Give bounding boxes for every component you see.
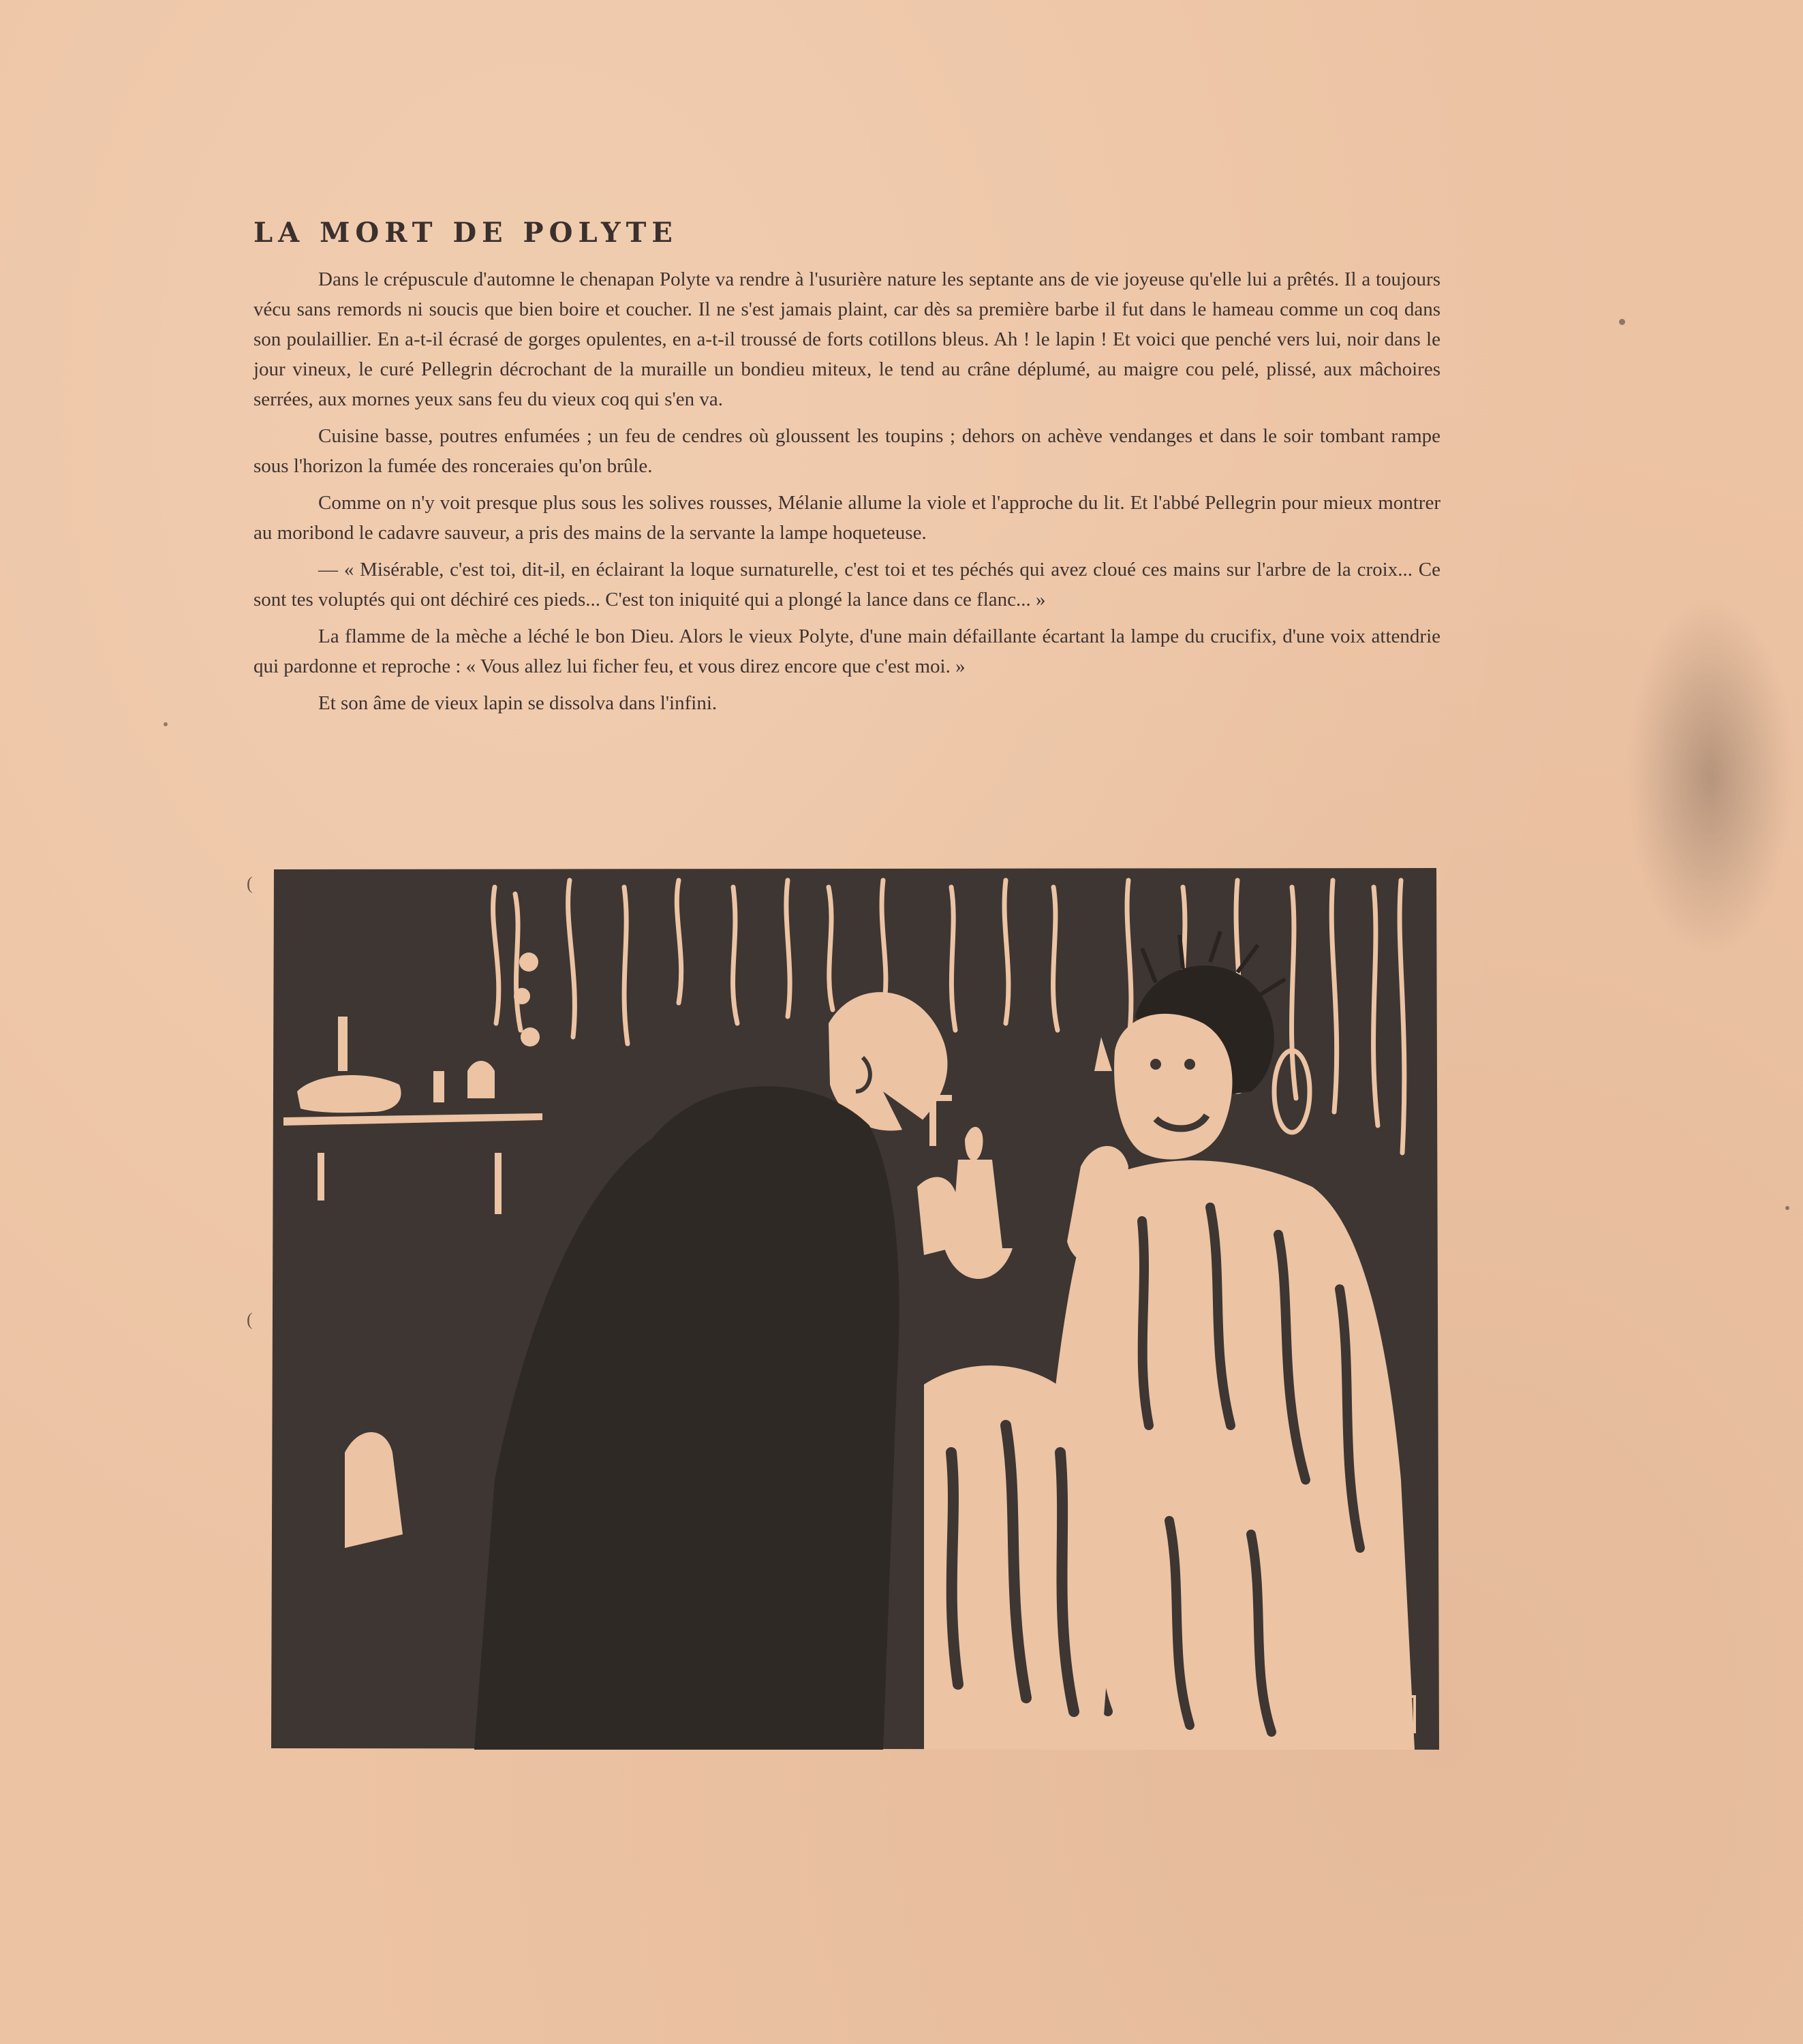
- paragraph-6: Et son âme de vieux lapin se dissolva dans l'infini.: [318, 692, 718, 714]
- paragraph-1: Dans le crépuscule d'automne le chenapan Polyte va rendre à l'usurière nature les septante ans de vie joyeuse qu'elle lui a prêtés. Il a toujours vécu sans remords ni soucis que bien boire et coucher. Il ne s'est jamais plaint, car dès sa première barbe il fut dans le hameau comme un coq dans son poulaillier. En a-t-il écrasé de gorges opulentes, en a-t-il troussé de forts cotillons bleus. Ah ! le lapin ! Et voici que penché vers lui, noir dans le jour vineux, le curé Pellegrin décrochant de la muraille un bondieu miteux, le tend au crâne déplumé, au maigre cou pelé, plissé, aux mâchoires serrées, aux mornes yeux sans feu du vieux coq qui s'en va.: [253, 268, 1440, 410]
- article-body: [253, 264, 1440, 725]
- paragraph-3: Comme on n'y voit presque plus sous les solives rousses, Mélanie allume la viole et l'approche du lit. Et l'abbé Pellegrin pour mieux montrer au moribond le cadavre sauveur, a pris des mains de la servante la lampe hoqueteuse.: [253, 492, 1440, 544]
- polyte-face: [1114, 1014, 1232, 1160]
- polyte-eye: [1184, 1059, 1195, 1070]
- article-title: LA MORT DE POLYTE: [253, 217, 678, 249]
- paper-speck: [1785, 1206, 1789, 1210]
- registration-mark: (: [247, 1310, 253, 1329]
- priest-hand: [917, 1177, 958, 1255]
- polyte-eye: [1150, 1059, 1161, 1070]
- monogram: FV: [1369, 1701, 1406, 1729]
- ink-smudge: [1629, 600, 1792, 954]
- paragraph-5: La flamme de la mèche a léché le bon Dieu. Alors le vieux Polyte, d'une main défaillante écartant la lampe du crucifix, d'une voix attendrie qui pardonne et reproche : « Vous allez lui ficher feu, et vous direz encore que c'est moi. »: [253, 625, 1440, 677]
- paper-speck: [1619, 319, 1625, 325]
- registration-mark: (: [247, 873, 253, 893]
- paper-speck: [164, 722, 168, 726]
- paragraph-4: — « Misérable, c'est toi, dit-il, en éclairant la loque surnaturelle, c'est toi et tes péchés qui avez cloué ces mains sur l'arbre de la croix... Ce sont tes voluptés qui ont déchiré ces pieds... C'est ton iniquité qui a plongé la lance dans ce flanc... »: [253, 559, 1440, 610]
- woodcut-illustration: [270, 867, 1440, 1751]
- paragraph-2: Cuisine basse, poutres enfumées ; un feu de cendres où gloussent les toupins ; dehors on achève vendanges et dans le soir tombant rampe sous l'horizon la fumée des ronceraies qu'on brûle.: [253, 425, 1440, 477]
